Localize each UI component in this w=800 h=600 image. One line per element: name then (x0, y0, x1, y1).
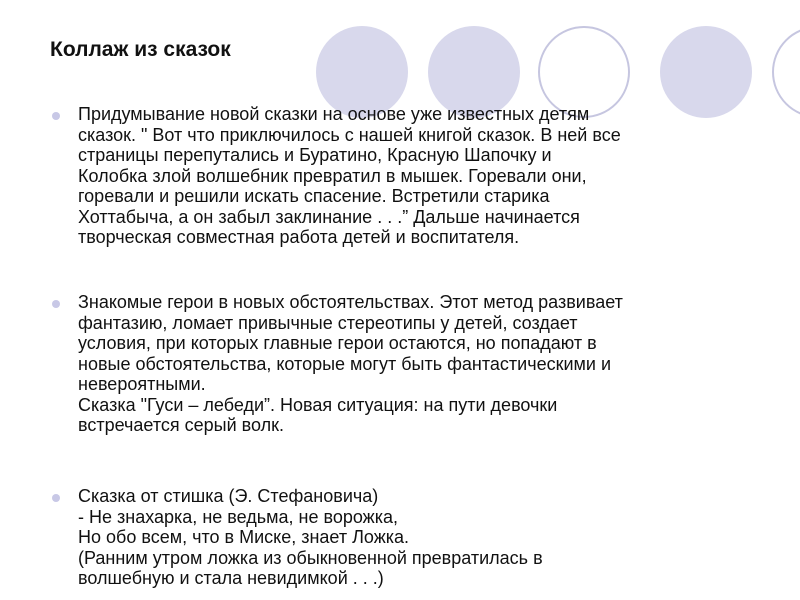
decorative-circle-outline (772, 26, 800, 118)
bullet-item (52, 486, 772, 589)
bullet-icon (52, 300, 60, 308)
bullet-item (52, 292, 772, 436)
bullet-text: Придумывание новой сказки на основе уже известных детям сказок. " Вот что приключилось с нашей книгой сказок. В ней все страницы перепутались и Буратино, Красную Шапочку и Колобка злой волшебник превратил в мышек. Горевали они, горевали и решили искать спасение. Встретили старика Хоттабыча, а он забыл заклинание . . .” Дальше начинается творческая совместная работа детей и воспитателя. (78, 104, 621, 247)
bullet-icon (52, 494, 60, 502)
bullet-item (52, 104, 772, 248)
bullet-text: Знакомые герои в новых обстоятельствах. Этот метод развивает фантазию, ломает привычные стереотипы у детей, создает условия, при которых главные герои остаются, но попадают в новые обстоятельства, которые могут быть фантастическими и невероятными. Сказка "Гуси – лебеди”. Новая ситуация: на пути девочки встречается серый волк. (78, 292, 623, 435)
slide-title: Коллаж из сказок (50, 38, 231, 61)
bullet-icon (52, 112, 60, 120)
bullet-text: Сказка от стишка (Э. Стефановича) - Не знахарка, не ведьма, не ворожка, Но обо всем, что в Миске, знает Ложка. (Ранним утром ложка из обыкновенной превратилась в волшебную и стала невидимкой . . .) (78, 486, 543, 588)
